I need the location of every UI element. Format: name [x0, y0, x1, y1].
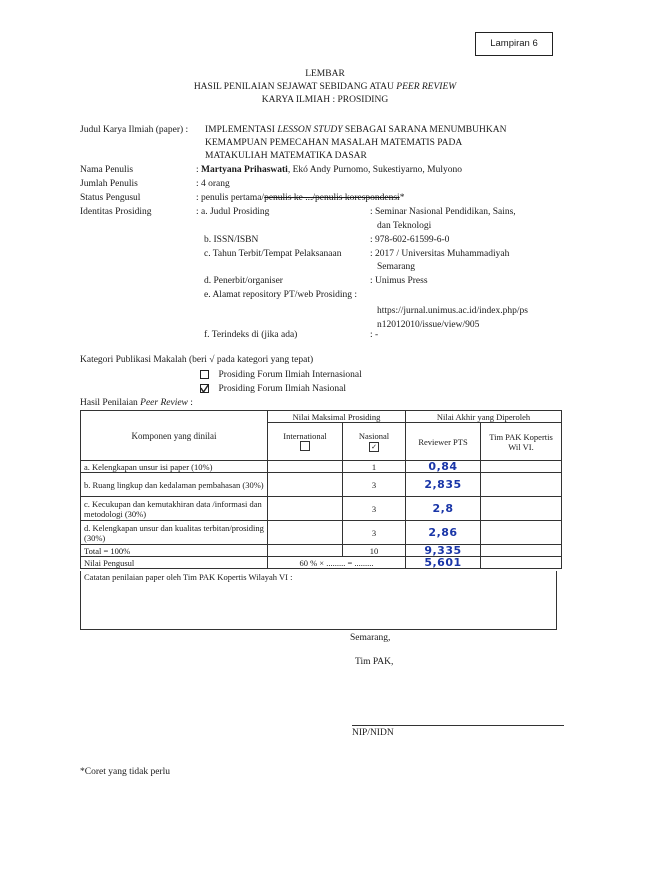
cell-international — [268, 545, 343, 557]
judul-label: Judul Karya Ilmiah (paper) : — [80, 125, 189, 135]
cell-tim-pak — [481, 545, 562, 557]
identitas-e-label: e. Alamat repository PT/web Prosiding : — [204, 290, 358, 300]
total-nasional: 10 — [343, 545, 406, 557]
sign-place: Semarang, — [350, 633, 391, 643]
identitas-c-v2: Semarang — [377, 262, 415, 272]
th-tim-pak: Tim PAK Kopertis Wil VI. — [481, 423, 562, 461]
kategori-label: Kategori Publikasi Makalah (beri √ pada kategori yang tepat) — [80, 355, 314, 365]
identitas-e-v2: n12012010/issue/view/905 — [377, 320, 480, 330]
hasil-label — [80, 398, 193, 408]
table-row-total — [81, 545, 562, 557]
cell-tim-pak — [481, 473, 562, 497]
total-reviewer: 9,335 — [406, 545, 481, 557]
cell-tim-pak — [481, 521, 562, 545]
cell-reviewer: 0,84 — [406, 461, 481, 473]
th-nasional — [343, 423, 406, 461]
identitas-d-v: : Unimus Press — [370, 276, 428, 286]
th-nilai-maksimal: Nilai Maksimal Prosiding — [268, 411, 406, 423]
th-international — [268, 423, 343, 461]
cell-international — [268, 497, 343, 521]
penulis-colon: : — [196, 165, 199, 175]
kategori-option-internasional[interactable] — [200, 370, 362, 380]
lampiran-box: Lampiran 6 — [475, 32, 553, 56]
cell-nasional: 1 — [343, 461, 406, 473]
table-row — [81, 473, 562, 497]
judul-l1i: LESSON STUDY — [277, 125, 343, 135]
signature-line — [352, 725, 564, 726]
footnote: *Coret yang tidak perlu — [80, 767, 170, 777]
row-label: d. Kelengkapan unsur dan kualitas terbitan/prosiding (30%) — [81, 521, 268, 545]
cell-international — [268, 461, 343, 473]
status-value — [196, 193, 404, 203]
hasil-prefix: Hasil Penilaian — [80, 398, 141, 408]
checkbox-empty-icon[interactable] — [300, 441, 310, 451]
th-komponen: Komponen yang dinilai — [81, 411, 268, 461]
cell-international — [268, 521, 343, 545]
cell-reviewer: 2,8 — [406, 497, 481, 521]
penulis-label: Nama Penulis — [80, 165, 134, 175]
catatan-label: Catatan penilaian paper oleh Tim PAK Kopertis Wilayah VI : — [84, 572, 293, 582]
title-lembar: LEMBAR — [305, 69, 345, 79]
th-international-label: International — [283, 430, 327, 441]
jumlah-label: Jumlah Penulis — [80, 179, 138, 189]
cell-tim-pak — [481, 497, 562, 521]
th-reviewer: Reviewer PTS — [406, 423, 481, 461]
identitas-d-label: d. Penerbit/organiser — [204, 276, 283, 286]
table-row — [81, 461, 562, 473]
kategori-opt2-label: Prosiding Forum Ilmiah Nasional — [218, 384, 346, 394]
identitas-f-label: f. Terindeks di (jika ada) — [204, 330, 298, 340]
row-label: a. Kelengkapan unsur isi paper (10%) — [81, 461, 268, 473]
checkbox-checked-icon[interactable] — [200, 384, 209, 393]
cell-tim-pak — [481, 557, 562, 569]
row-label: c. Kecukupan dan kemutakhiran data /informasi dan metodologi (30%) — [81, 497, 268, 521]
judul-line-3: MATAKULIAH MATEMATIKA DASAR — [205, 151, 367, 161]
title-hasil — [0, 82, 650, 92]
table-row-pengusul — [81, 557, 562, 569]
identitas-a-v1: : Seminar Nasional Pendidikan, Sains, — [370, 207, 516, 217]
total-label: Total = 100% — [81, 545, 268, 557]
checkbox-empty-icon[interactable] — [200, 370, 209, 379]
pengusul-reviewer: 5,601 — [406, 557, 481, 569]
cell-nasional: 3 — [343, 497, 406, 521]
judul-l1b: SEBAGAI SARANA MENUMBUHKAN — [342, 125, 507, 135]
cell-nasional: 3 — [343, 521, 406, 545]
jumlah-value: : 4 orang — [196, 179, 230, 189]
penulis-rest: , Ekó Andy Purnomo, Sukestiyarno, Mulyono — [287, 165, 462, 175]
cell-tim-pak — [481, 461, 562, 473]
judul-line-2: KEMAMPUAN PEMECAHAN MASALAH MATEMATIS PADA — [205, 138, 463, 148]
cell-reviewer: 2,835 — [406, 473, 481, 497]
identitas-c-v1: : 2017 / Universitas Muhammadiyah — [370, 249, 510, 259]
sign-team: Tim PAK, — [355, 657, 394, 667]
judul-l1a: IMPLEMENTASI — [205, 125, 278, 135]
pengusul-formula: 60 % × ......... = ......... — [268, 557, 406, 569]
th-nasional-label: Nasional — [358, 431, 390, 441]
cell-international — [268, 473, 343, 497]
identitas-b-v: : 978-602-61599-6-0 — [370, 235, 450, 245]
grade-table — [80, 410, 562, 569]
th-nilai-akhir: Nilai Akhir yang Diperoleh — [406, 411, 562, 423]
identitas-f-v: : - — [370, 330, 379, 340]
identitas-b-label: b. ISSN/ISBN — [204, 235, 259, 245]
checkbox-checked-icon[interactable]: ✓ — [369, 442, 379, 452]
title-karya: KARYA ILMIAH : PROSIDING — [261, 95, 389, 105]
identitas-c-label: c. Tahun Terbit/Tempat Pelaksanaan — [204, 249, 342, 259]
identitas-label: Identitas Prosiding — [80, 207, 152, 217]
cell-nasional: 3 — [343, 473, 406, 497]
identitas-e-v1: https://jurnal.unimus.ac.id/index.php/ps — [377, 306, 528, 316]
kategori-option-nasional[interactable] — [200, 384, 346, 394]
identitas-a-label: : a. Judul Prosiding — [196, 207, 270, 217]
hasil-suffix: : — [187, 398, 193, 408]
title-peer-review: PEER REVIEW — [396, 82, 457, 92]
table-row — [81, 521, 562, 545]
title-hasil-text: HASIL PENILAIAN SEJAWAT SEBIDANG ATAU — [193, 82, 397, 92]
penulis-first: Martyana Prihaswati — [201, 165, 288, 175]
status-v1: : penulis pertama/ — [196, 193, 265, 203]
row-label: b. Ruang lingkup dan kedalaman pembahasan (30%) — [81, 473, 268, 497]
status-v2-strike: penulis ke .../penulis korespondensi — [264, 193, 400, 203]
identitas-a-v2: dan Teknologi — [377, 221, 432, 231]
penulis-value — [196, 165, 462, 175]
status-label: Status Pengusul — [80, 193, 141, 203]
cell-reviewer: 2,86 — [406, 521, 481, 545]
pengusul-label: Nilai Pengusul — [81, 557, 268, 569]
catatan-box[interactable] — [80, 571, 557, 630]
judul-line-1 — [205, 125, 506, 135]
sign-nip: NIP/NIDN — [352, 728, 394, 738]
kategori-opt1-label: Prosiding Forum Ilmiah Internasional — [218, 370, 362, 380]
table-row — [81, 497, 562, 521]
hasil-italic: Peer Review — [140, 398, 188, 408]
status-v3: * — [399, 193, 405, 203]
